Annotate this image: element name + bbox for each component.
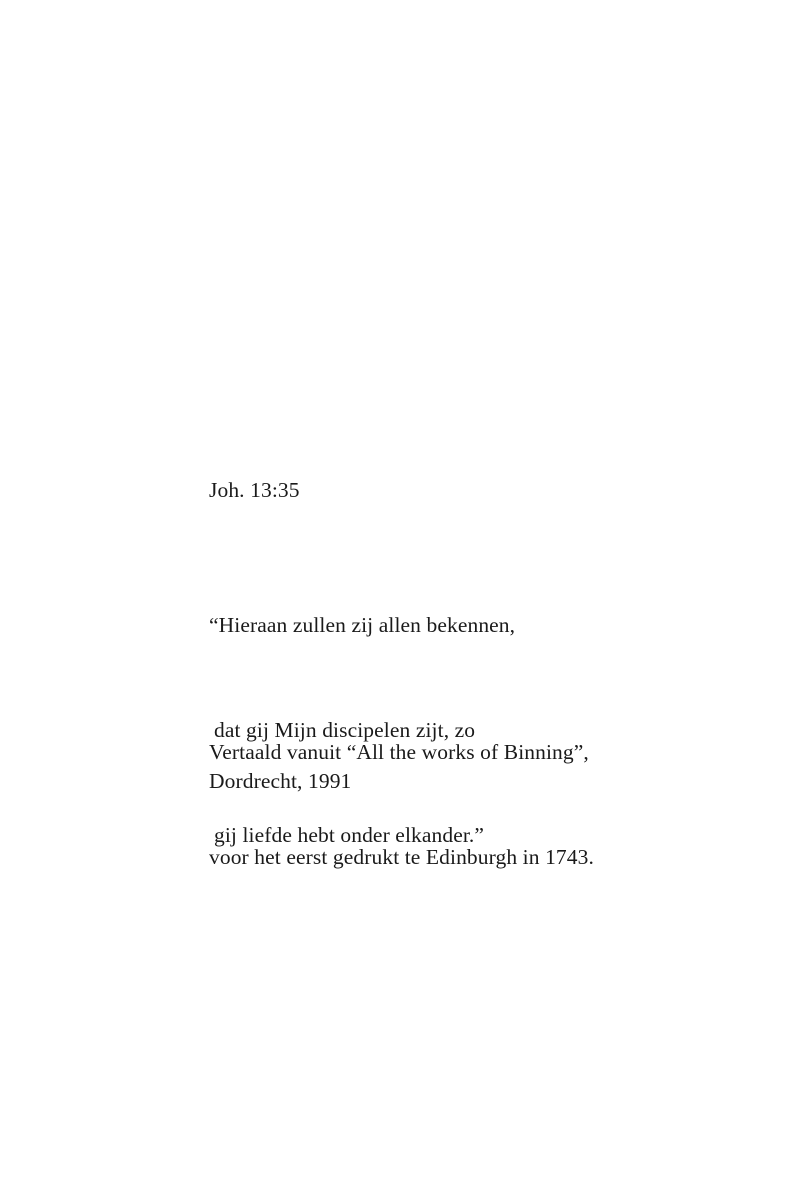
place-date: Dordrecht, 1991 [209, 769, 352, 793]
quote-line: “Hieraan zullen zij allen bekennen, [209, 613, 516, 637]
bible-reference: Joh. 13:35 [209, 478, 300, 502]
quote-line: gij liefde hebt onder elkander.” [214, 823, 485, 847]
translation-line: voor het eerst gedrukt te Edinburgh in 1743. [209, 845, 594, 869]
quote-line: dat gij Mijn discipelen zijt, zo [214, 718, 476, 742]
translation-note [209, 665, 594, 945]
translation-line: Vertaald vanuit “All the works of Binning”, [209, 740, 589, 764]
